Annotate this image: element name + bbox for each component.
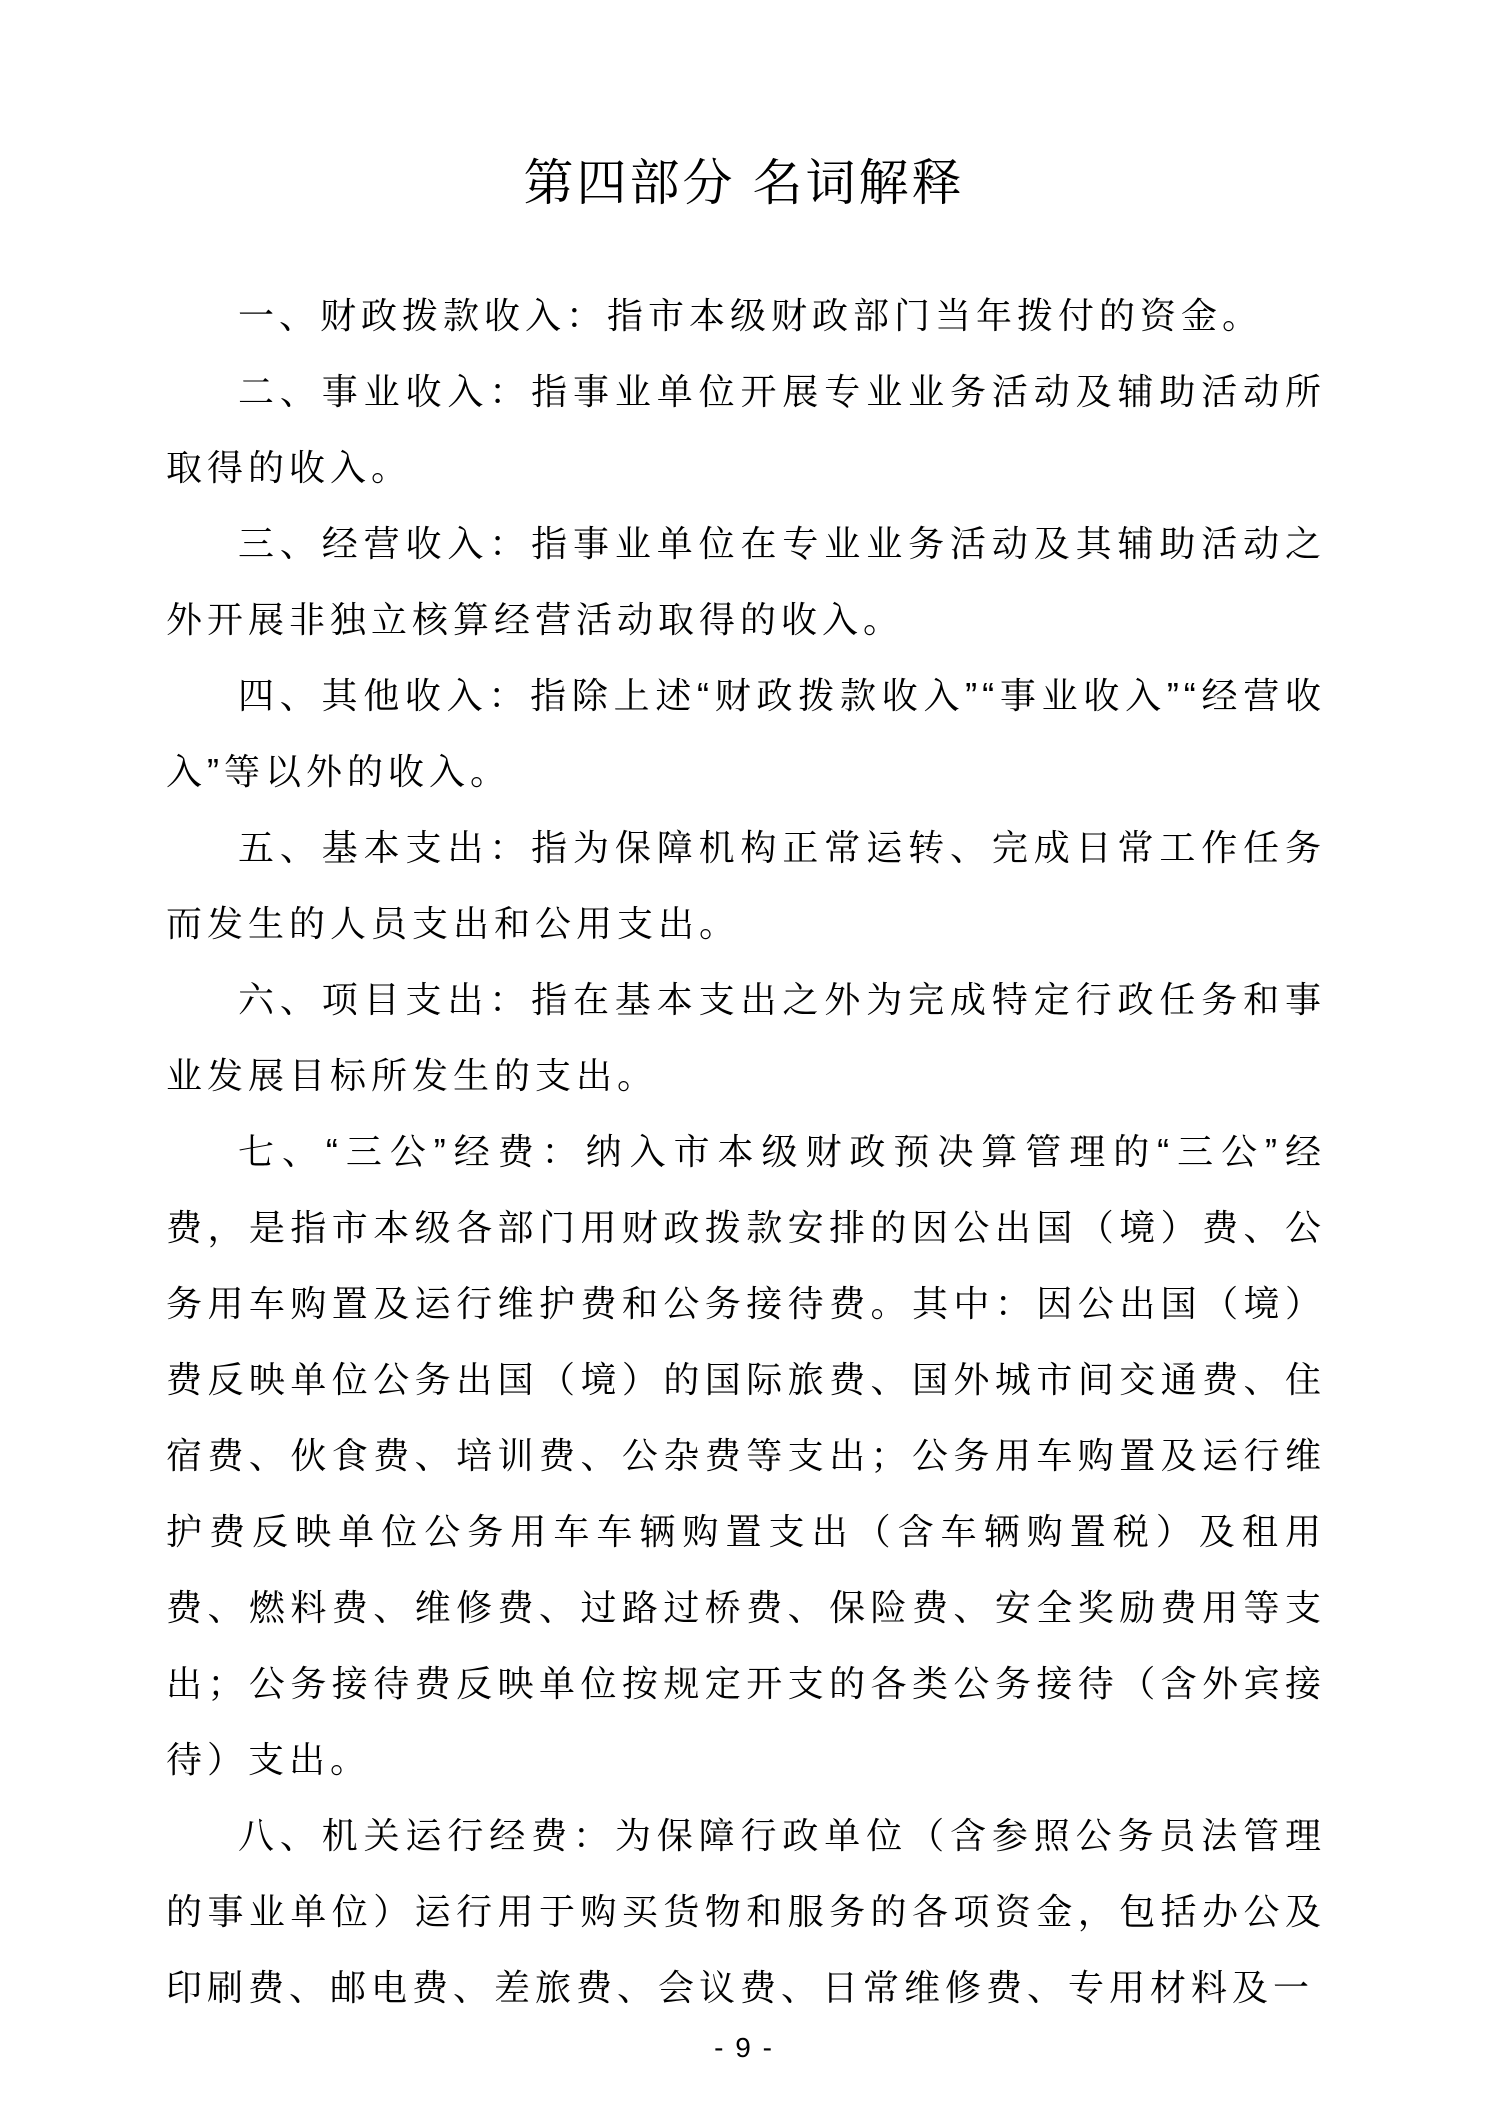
- glossary-paragraph-1: 一、财政拨款收入：指市本级财政部门当年拨付的资金。: [238, 295, 1264, 336]
- glossary-body: [166, 278, 1326, 2026]
- glossary-paragraph-4: 四、其他收入：指除上述“财政拨款收入”“事业收入”“经营收入”等以外的收入。: [166, 675, 1326, 792]
- glossary-paragraph-6: 六、项目支出：指在基本支出之外为完成特定行政任务和事业发展目标所发生的支出。: [166, 979, 1326, 1096]
- glossary-paragraph-5: 五、基本支出：指为保障机构正常运转、完成日常工作任务而发生的人员支出和公用支出。: [166, 827, 1326, 944]
- glossary-paragraph-8: 八、机关运行经费：为保障行政单位（含参照公务员法管理的事业单位）运行用于购买货物和服务的各项资金，包括办公及印刷费、邮电费、差旅费、会议费、日常维修费、专用材料及一: [166, 1815, 1326, 2008]
- glossary-paragraph-3: 三、经营收入：指事业单位在专业业务活动及其辅助活动之外开展非独立核算经营活动取得的收入。: [166, 523, 1326, 640]
- page-number: - 9 -: [714, 2032, 774, 2063]
- glossary-paragraph-7: 七、“三公”经费：纳入市本级财政预决算管理的“三公”经费，是指市本级各部门用财政拨款安排的因公出国（境）费、公务用车购置及运行维护费和公务接待费。其中：因公出国（境）费反映单位公务出国（境）的国际旅费、国外城市间交通费、住宿费、伙食费、培训费、公杂费等支出；公务用车购置及运行维护费反映单位公务用车车辆购置支出（含车辆购置税）及租用费、燃料费、维修费、过路过桥费、保险费、安全奖励费用等支出；公务接待费反映单位按规定开支的各类公务接待（含外宾接待）支出。: [166, 1131, 1326, 1780]
- glossary-paragraph-2: 二、事业收入：指事业单位开展专业业务活动及辅助活动所取得的收入。: [166, 371, 1326, 488]
- page-title: 第四部分 名词解释: [523, 155, 965, 211]
